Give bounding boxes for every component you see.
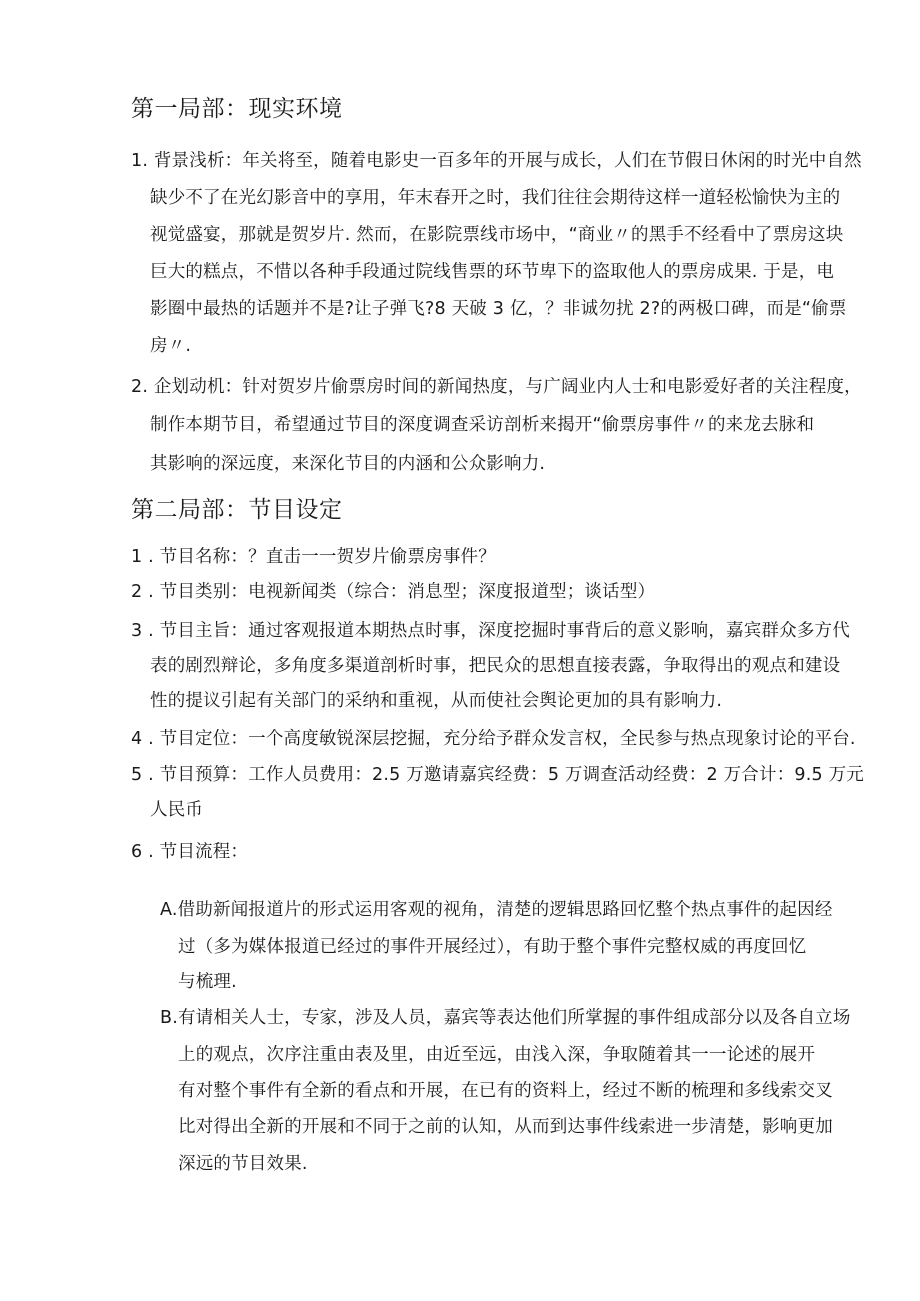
text-line: 有对整个事件有全新的看点和开展，在已有的资料上，经过不断的梳理和多线索交叉 (178, 1081, 833, 1101)
text-line: 房〃. (150, 336, 192, 356)
text-line: 缺少不了在光幻影音中的享用，年末春开之时，我们往往会期待这样一道轻松愉快为主的 (150, 188, 841, 208)
text-line: 2. 企划动机：针对贺岁片偷票房时间的新闻热度，与广阔业内人士和电影爱好者的关注程度， (131, 377, 862, 397)
list-item-program-positioning: 4 . 节目定位：一个高度敏锐深层挖掘，充分给予群众发言权，全民参与热点现象讨论的平台. (131, 729, 856, 749)
text-line: 影圈中最热的话题并不是?让子弹飞?8 天破 3 亿，？非诚勿扰 2?的两极口碑，而是“偷票 (150, 299, 847, 319)
list-item-program-type: 2 . 节目类别：电视新闻类（综合：消息型；深度报道型；谈话型） (131, 582, 656, 602)
text-line: 制作本期节目，希望通过节目的深度调查采访剖析来揭开“偷票房事件〃的来龙去脉和 (150, 415, 815, 435)
section2-heading: 第二局部：节目设定 (131, 497, 343, 523)
text-line: 其影响的深远度，来深化节目的内涵和公众影响力. (150, 454, 546, 474)
list-item-program-flow: 6 . 节目流程： (131, 842, 249, 862)
text-line: B.有请相关人士，专家，涉及人员，嘉宾等表达他们所掌握的事件组成部分以及各自立场 (160, 1008, 851, 1028)
text-line: 1. 背景浅析：年关将至，随着电影史一百多年的开展与成长，人们在节假日休闲的时光中自然 (131, 151, 862, 171)
text-line: 表的剧烈辩论，多角度多渠道剖析时事，把民众的思想直接表露，争取得出的观点和建设 (150, 656, 841, 676)
text-line: 比对得出全新的开展和不同于之前的认知，从而到达事件线索进一步清楚，影响更加 (178, 1117, 833, 1137)
section1-heading: 第一局部：现实环境 (131, 96, 343, 122)
text-line: 性的提议引起有关部门的采纳和重视，从而使社会舆论更加的具有影响力. (150, 691, 723, 711)
text-line: 过（多为媒体报道已经过的事件开展经过），有助于整个事件完整权威的再度回忆 (178, 937, 807, 957)
text-line: 与梳理. (178, 972, 237, 992)
list-item-program-name: 1 . 节目名称：？直击一一贺岁片偷票房事件？ (131, 547, 496, 567)
text-line: 巨大的糕点，不惜以各种手段通过院线售票的环节卑下的盗取他人的票房成果. 于是，电 (150, 262, 835, 282)
text-line: 视觉盛宴，那就是贺岁片. 然而，在影院票线市场中，“商业〃的黑手不经看中了票房这块 (150, 225, 844, 245)
text-line: 人民币 (150, 800, 204, 820)
text-line: 3 . 节目主旨：通过客观报道本期热点时事，深度挖掘时事背后的意义影响，嘉宾群众多方代 (131, 621, 850, 641)
text-line: 深远的节目效果. (178, 1154, 308, 1174)
text-line: 5 . 节目预算：工作人员费用：2.5 万邀请嘉宾经费：5 万调查活动经费：2 万合计：9.5 万元 (131, 765, 865, 785)
text-line: 上的观点，次序注重由表及里，由近至远，由浅入深，争取随着其一一论述的展开 (178, 1045, 816, 1065)
text-line: A.借助新闻报道片的形式运用客观的视角，清楚的逻辑思路回忆整个热点事件的起因经 (160, 900, 833, 920)
